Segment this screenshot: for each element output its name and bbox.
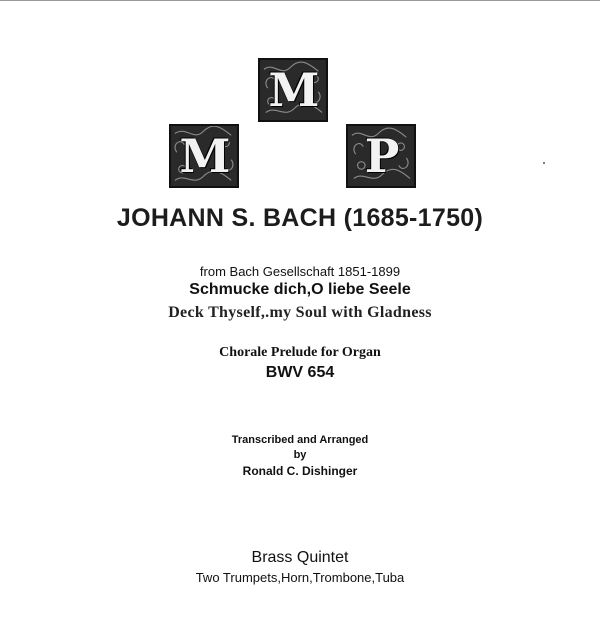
logo-letter-left: M bbox=[179, 129, 229, 183]
source-line: from Bach Gesellschaft 1851-1899 bbox=[199, 264, 401, 279]
scan-speck bbox=[543, 162, 545, 164]
logo-tile-right bbox=[346, 124, 416, 188]
catalog-number: BWV 654 bbox=[265, 364, 335, 381]
top-border-line bbox=[0, 0, 600, 1]
instrument-list: Two Trumpets,Horn,Trombone,Tuba bbox=[195, 570, 405, 585]
credits-line: Transcribed and Arranged bbox=[231, 434, 369, 446]
logo-letter-right: P bbox=[364, 129, 398, 183]
english-title: Deck Thyself,.my Soul with Gladness bbox=[168, 304, 432, 321]
german-title: Schmucke dich,O liebe Seele bbox=[189, 281, 411, 298]
arranger-name: Ronald C. Dishinger bbox=[242, 464, 358, 478]
genre-line: Chorale Prelude for Organ bbox=[219, 345, 381, 360]
logo-tile-center bbox=[258, 58, 328, 122]
credits-by: by bbox=[293, 449, 307, 461]
logo-tile-left bbox=[169, 124, 239, 188]
logo-letter-center: M bbox=[268, 63, 318, 117]
ensemble-name: Brass Quintet bbox=[251, 549, 349, 566]
composer-title: JOHANN S. BACH (1685-1750) bbox=[116, 204, 484, 232]
